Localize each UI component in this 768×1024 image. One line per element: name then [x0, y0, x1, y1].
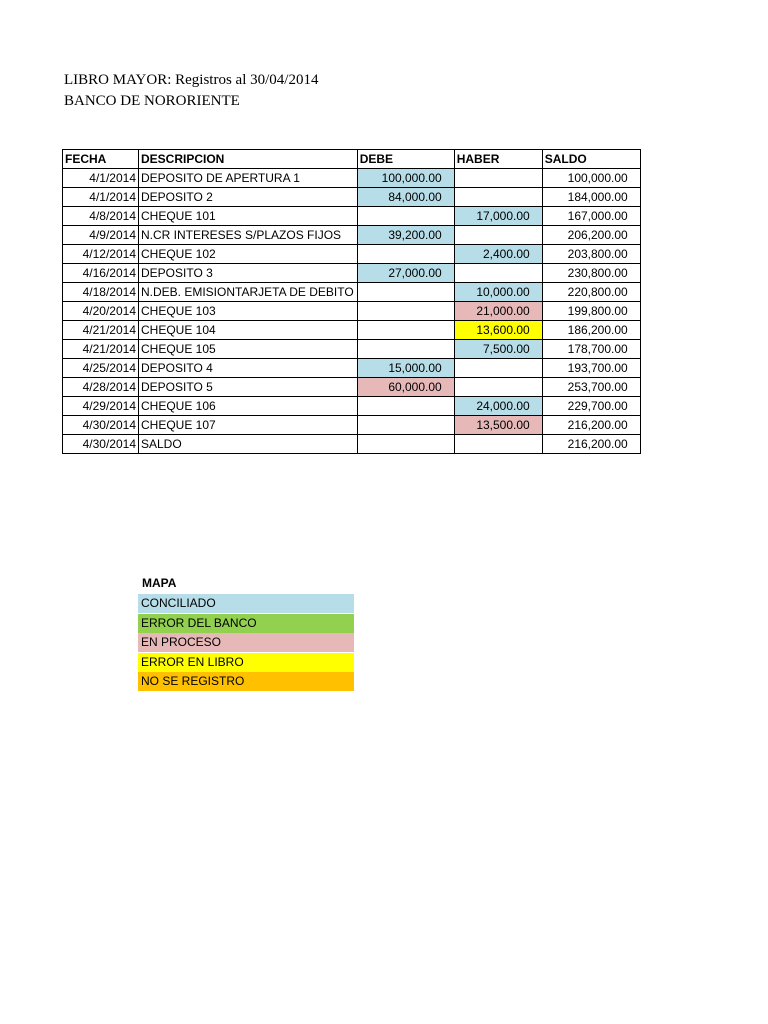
cell-descripcion: CHEQUE 101 [139, 207, 358, 226]
cell-saldo: 220,800.00 [542, 283, 640, 302]
cell-descripcion: CHEQUE 103 [139, 302, 358, 321]
column-header-fecha: FECHA [63, 150, 139, 169]
cell-debe [357, 302, 454, 321]
cell-saldo: 193,700.00 [542, 359, 640, 378]
cell-haber [454, 435, 542, 454]
cell-haber: 10,000.00 [454, 283, 542, 302]
table-row [63, 397, 641, 416]
cell-descripcion: DEPOSITO DE APERTURA 1 [139, 169, 358, 188]
cell-debe [357, 340, 454, 359]
cell-debe [357, 416, 454, 435]
cell-saldo: 203,800.00 [542, 245, 640, 264]
cell-saldo: 167,000.00 [542, 207, 640, 226]
column-header-haber: HABER [454, 150, 542, 169]
cell-debe: 60,000.00 [357, 378, 454, 397]
bank-name: BANCO DE NORORIENTE [64, 93, 240, 109]
cell-haber: 24,000.00 [454, 397, 542, 416]
cell-saldo: 206,200.00 [542, 226, 640, 245]
table-row [63, 340, 641, 359]
cell-debe: 15,000.00 [357, 359, 454, 378]
column-header-descripcion: DESCRIPCION [139, 150, 358, 169]
cell-haber [454, 359, 542, 378]
table-row [63, 207, 641, 226]
cell-fecha: 4/8/2014 [63, 207, 139, 226]
cell-fecha: 4/9/2014 [63, 226, 139, 245]
cell-fecha: 4/30/2014 [63, 435, 139, 454]
cell-debe [357, 283, 454, 302]
cell-descripcion: N.CR INTERESES S/PLAZOS FIJOS [139, 226, 358, 245]
table-row [63, 169, 641, 188]
cell-descripcion: CHEQUE 107 [139, 416, 358, 435]
table-row [63, 188, 641, 207]
cell-debe [357, 435, 454, 454]
cell-fecha: 4/16/2014 [63, 264, 139, 283]
cell-descripcion: CHEQUE 104 [139, 321, 358, 340]
cell-saldo: 216,200.00 [542, 435, 640, 454]
cell-saldo: 184,000.00 [542, 188, 640, 207]
cell-descripcion: N.DEB. EMISIONTARJETA DE DEBITO [139, 283, 358, 302]
cell-fecha: 4/21/2014 [63, 321, 139, 340]
ledger-body [63, 169, 641, 454]
cell-fecha: 4/25/2014 [63, 359, 139, 378]
legend-item-en-proceso: EN PROCESO [138, 633, 354, 652]
cell-saldo: 230,800.00 [542, 264, 640, 283]
cell-debe [357, 321, 454, 340]
cell-haber: 13,600.00 [454, 321, 542, 340]
table-row [63, 435, 641, 454]
cell-debe: 39,200.00 [357, 226, 454, 245]
cell-haber [454, 378, 542, 397]
cell-debe [357, 397, 454, 416]
cell-fecha: 4/21/2014 [63, 340, 139, 359]
cell-debe: 27,000.00 [357, 264, 454, 283]
table-row [63, 321, 641, 340]
cell-fecha: 4/18/2014 [63, 283, 139, 302]
cell-haber: 13,500.00 [454, 416, 542, 435]
cell-haber: 7,500.00 [454, 340, 542, 359]
legend-item-conciliado: CONCILIADO [138, 594, 354, 613]
cell-descripcion: DEPOSITO 3 [139, 264, 358, 283]
cell-saldo: 253,700.00 [542, 378, 640, 397]
cell-fecha: 4/1/2014 [63, 188, 139, 207]
table-row [63, 264, 641, 283]
ledger-title: LIBRO MAYOR: Registros al 30/04/2014 [64, 72, 319, 88]
cell-haber [454, 226, 542, 245]
cell-haber: 2,400.00 [454, 245, 542, 264]
column-header-debe: DEBE [357, 150, 454, 169]
color-legend [138, 594, 354, 692]
cell-debe [357, 245, 454, 264]
cell-descripcion: CHEQUE 106 [139, 397, 358, 416]
cell-haber: 17,000.00 [454, 207, 542, 226]
ledger-header-row [63, 150, 641, 169]
cell-saldo: 100,000.00 [542, 169, 640, 188]
legend-item-error-del-banco: ERROR DEL BANCO [138, 614, 354, 633]
legend-item-no-se-registro: NO SE REGISTRO [138, 672, 354, 691]
cell-descripcion: CHEQUE 102 [139, 245, 358, 264]
cell-haber [454, 169, 542, 188]
table-row [63, 378, 641, 397]
cell-debe: 100,000.00 [357, 169, 454, 188]
cell-descripcion: CHEQUE 105 [139, 340, 358, 359]
cell-fecha: 4/29/2014 [63, 397, 139, 416]
cell-debe [357, 207, 454, 226]
cell-descripcion: DEPOSITO 5 [139, 378, 358, 397]
cell-fecha: 4/1/2014 [63, 169, 139, 188]
table-row [63, 302, 641, 321]
ledger-table [62, 149, 641, 454]
cell-haber [454, 188, 542, 207]
cell-saldo: 199,800.00 [542, 302, 640, 321]
cell-debe: 84,000.00 [357, 188, 454, 207]
legend-item-error-en-libro: ERROR EN LIBRO [138, 653, 354, 672]
table-row [63, 245, 641, 264]
cell-saldo: 229,700.00 [542, 397, 640, 416]
cell-fecha: 4/12/2014 [63, 245, 139, 264]
cell-descripcion: DEPOSITO 2 [139, 188, 358, 207]
cell-saldo: 178,700.00 [542, 340, 640, 359]
cell-saldo: 186,200.00 [542, 321, 640, 340]
table-row [63, 283, 641, 302]
cell-haber: 21,000.00 [454, 302, 542, 321]
table-row [63, 416, 641, 435]
cell-fecha: 4/20/2014 [63, 302, 139, 321]
table-row [63, 226, 641, 245]
column-header-saldo: SALDO [542, 150, 640, 169]
cell-descripcion: SALDO [139, 435, 358, 454]
table-row [63, 359, 641, 378]
cell-haber [454, 264, 542, 283]
legend-title: MAPA [142, 576, 177, 590]
cell-descripcion: DEPOSITO 4 [139, 359, 358, 378]
cell-saldo: 216,200.00 [542, 416, 640, 435]
cell-fecha: 4/28/2014 [63, 378, 139, 397]
cell-fecha: 4/30/2014 [63, 416, 139, 435]
